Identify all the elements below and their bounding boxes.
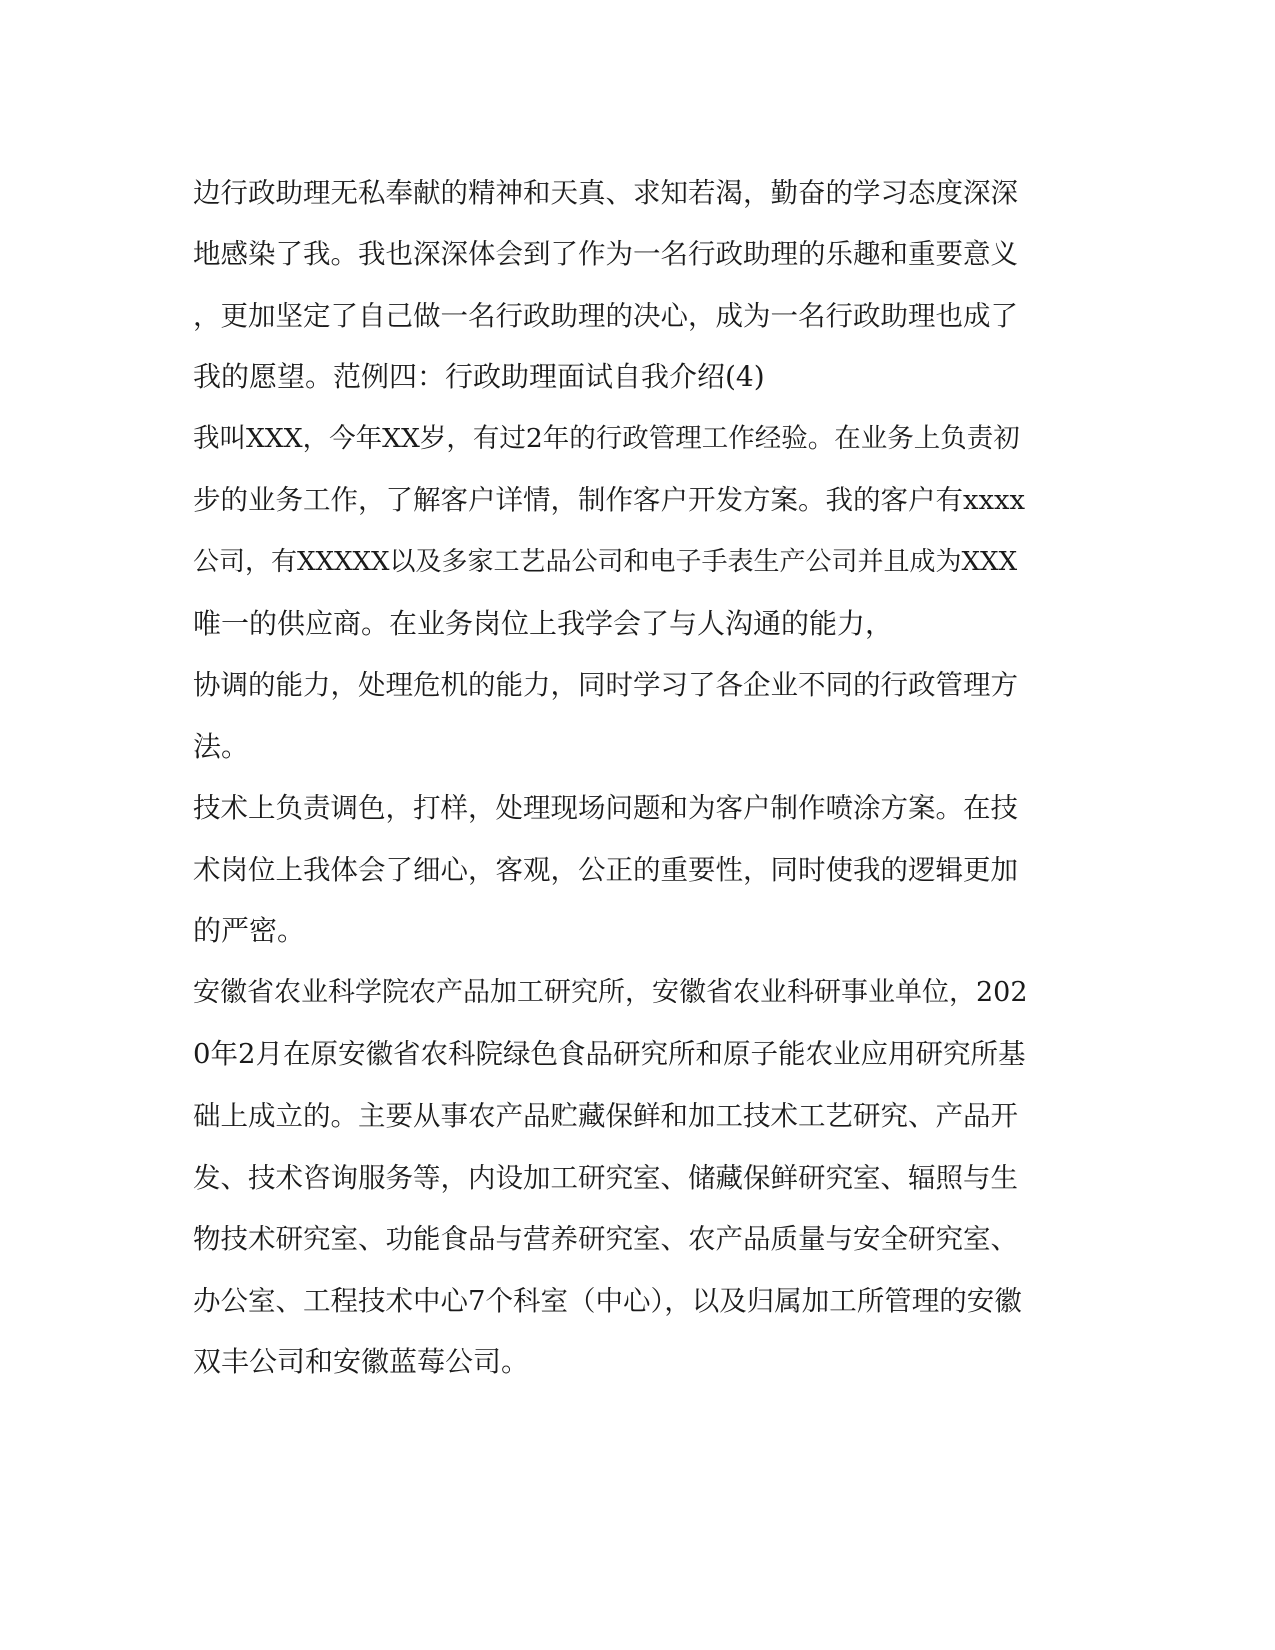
text-line: ，更加坚定了自己做一名行政助理的决心，成为一名行政助理也成了: [193, 300, 1018, 332]
text-line: 技术上负责调色，打样，处理现场问题和为客户制作喷涂方案。在技: [193, 792, 1018, 824]
text-line: 物技术研究室、功能食品与营养研究室、农产品质量与安全研究室、: [193, 1223, 1018, 1255]
text-line: 地感染了我。我也深深体会到了作为一名行政助理的乐趣和重要意义: [193, 238, 1018, 270]
text-line: 法。: [193, 730, 250, 763]
text-line: 础上成立的。主要从事农产品贮藏保鲜和加工技术工艺研究、产品开: [193, 1100, 1018, 1132]
text-line: 办公室、工程技术中心7个科室（中心），以及归属加工所管理的安徽: [193, 1285, 1022, 1317]
text-line: 的严密。: [193, 914, 306, 947]
text-line: 唯一的供应商。在业务岗位上我学会了与人沟通的能力，: [193, 607, 894, 640]
text-line: 0年2月在原安徽省农科院绿色食品研究所和原子能农业应用研究所基: [193, 1038, 1026, 1070]
text-line: 我叫XXX，今年XX岁，有过2年的行政管理工作经验。在业务上负责初: [193, 423, 1020, 454]
text-line: 双丰公司和安徽蓝莓公司。: [193, 1345, 530, 1378]
text-line: 公司，有XXXXX以及多家工艺品公司和电子手表生产公司并且成为XXX: [193, 547, 1018, 577]
text-line: 安徽省农业科学院农产品加工研究所，安徽省农业科研事业单位，202: [193, 977, 1028, 1008]
text-line: 边行政助理无私奉献的精神和天真、求知若渴，勤奋的学习态度深深: [193, 177, 1018, 209]
text-line: 发、技术咨询服务等，内设加工研究室、储藏保鲜研究室、辐照与生: [193, 1162, 1018, 1194]
text-line: 我的愿望。范例四：行政助理面试自我介绍(4): [193, 360, 765, 393]
text-line: 协调的能力，处理危机的能力，同时学习了各企业不同的行政管理方: [193, 669, 1018, 701]
text-line: 步的业务工作，了解客户详情，制作客户开发方案。我的客户有xxxx: [193, 484, 1026, 516]
text-line: 术岗位上我体会了细心，客观，公正的重要性，同时使我的逻辑更加: [193, 854, 1018, 886]
